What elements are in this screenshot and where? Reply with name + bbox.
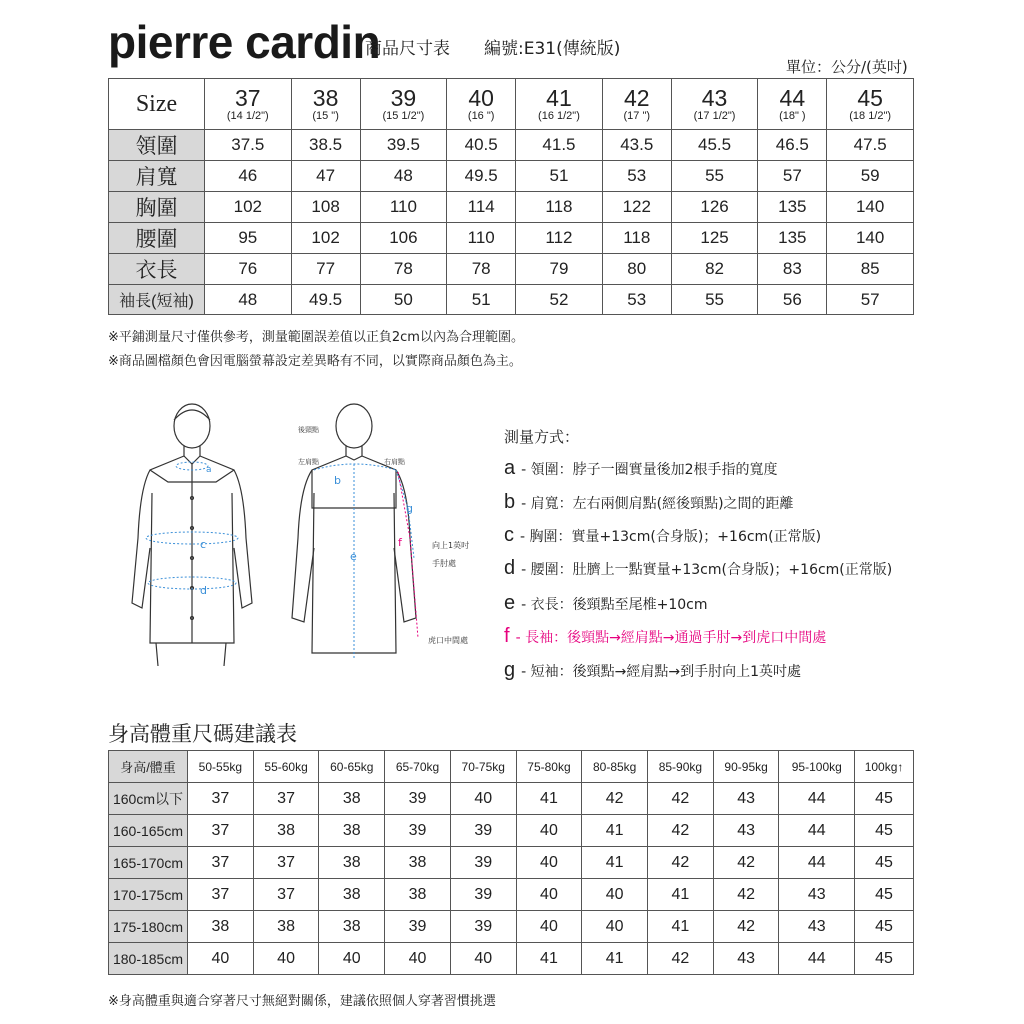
weight-header: 65-70kg <box>385 751 451 783</box>
table-cell: 50 <box>360 285 447 315</box>
table-cell: 42 <box>648 783 714 815</box>
table-cell: 102 <box>205 192 292 223</box>
table-cell: 53 <box>602 161 671 192</box>
table-cell: 40 <box>516 847 582 879</box>
size-number: 39 <box>390 85 417 111</box>
weight-header: 95-100kg <box>779 751 855 783</box>
brand-logo: pierre cardin <box>108 16 381 68</box>
height-label: 160cm以下 <box>109 783 188 815</box>
row-label: 肩寬 <box>109 161 205 192</box>
measure-item-f <box>504 625 827 647</box>
page-title: 商品尺寸表 <box>365 39 450 59</box>
label-d: d <box>200 584 207 597</box>
table-cell: 80 <box>602 254 671 285</box>
table-cell: 112 <box>516 223 603 254</box>
table-cell: 47 <box>291 161 360 192</box>
table-row <box>109 223 914 254</box>
table-cell: 40 <box>253 943 319 975</box>
size-header-45 <box>827 79 914 130</box>
table-cell: 40 <box>319 943 385 975</box>
table-cell: 49.5 <box>447 161 516 192</box>
size-header-43 <box>671 79 758 130</box>
measure-letter: f <box>504 625 510 647</box>
table-cell: 38 <box>319 783 385 815</box>
table-cell: 40 <box>516 815 582 847</box>
bw-header-row <box>109 751 914 783</box>
weight-header: 60-65kg <box>319 751 385 783</box>
table-cell: 41 <box>582 847 648 879</box>
size-inch: (16 ") <box>467 110 495 122</box>
measure-text: - 領圍：脖子一圈實量後加2根手指的寬度 <box>521 462 778 478</box>
table-cell: 41 <box>648 879 714 911</box>
table-cell: 140 <box>827 192 914 223</box>
measure-item-d <box>504 557 893 579</box>
table-cell: 47.5 <box>827 130 914 161</box>
table-row <box>109 815 914 847</box>
height-label: 170-175cm <box>109 879 188 911</box>
size-inch: (17 ") <box>623 110 651 122</box>
height-label: 175-180cm <box>109 911 188 943</box>
table-cell: 40 <box>450 943 516 975</box>
size-header-40 <box>447 79 516 130</box>
table-cell: 37 <box>253 783 319 815</box>
table-cell: 114 <box>447 192 516 223</box>
table-cell: 40 <box>450 783 516 815</box>
table-row <box>109 192 914 223</box>
table-cell: 102 <box>291 223 360 254</box>
label-g: g <box>406 502 413 515</box>
table-cell: 37 <box>188 783 254 815</box>
label-elbow: 手肘處 <box>432 559 456 568</box>
size-inch: (17 1/2") <box>693 110 736 122</box>
size-inch: (15 1/2") <box>382 110 425 122</box>
size-corner: Size <box>109 79 205 130</box>
product-code: 編號:E31(傳統版) <box>484 39 621 59</box>
table-cell: 37 <box>188 815 254 847</box>
size-number: 40 <box>468 85 494 111</box>
table-cell: 42 <box>713 911 779 943</box>
table-cell: 76 <box>205 254 292 285</box>
table-cell: 45 <box>855 879 914 911</box>
height-label: 180-185cm <box>109 943 188 975</box>
table-cell: 37 <box>253 847 319 879</box>
table-cell: 108 <box>291 192 360 223</box>
size-header-37 <box>205 79 292 130</box>
size-number: 41 <box>546 85 572 111</box>
measure-letter: a <box>504 457 516 479</box>
table-cell: 48 <box>205 285 292 315</box>
table-cell: 51 <box>516 161 603 192</box>
table-cell: 45 <box>855 783 914 815</box>
size-number: 43 <box>701 85 728 111</box>
table-cell: 40 <box>385 943 451 975</box>
weight-header: 75-80kg <box>516 751 582 783</box>
table-cell: 45 <box>855 847 914 879</box>
label-back-neck: 後頸點 <box>298 426 319 434</box>
table-cell: 42 <box>713 879 779 911</box>
table-cell: 38.5 <box>291 130 360 161</box>
table-cell: 53 <box>602 285 671 315</box>
table-cell: 77 <box>291 254 360 285</box>
table-cell: 43 <box>713 943 779 975</box>
table-cell: 43.5 <box>602 130 671 161</box>
row-label: 胸圍 <box>109 192 205 223</box>
table-cell: 55 <box>671 161 758 192</box>
measure-text: - 短袖：後頸點→經肩點→到手肘向上1英吋處 <box>521 664 801 680</box>
table-cell: 82 <box>671 254 758 285</box>
row-label: 袖長(短袖) <box>109 285 205 315</box>
table-cell: 38 <box>253 815 319 847</box>
table-cell: 42 <box>648 943 714 975</box>
table-cell: 40 <box>582 911 648 943</box>
table-cell: 78 <box>360 254 447 285</box>
table-cell: 42 <box>713 847 779 879</box>
unit-label: 單位：公分/(英吋) <box>786 58 908 76</box>
table-cell: 39 <box>450 847 516 879</box>
table-cell: 40 <box>516 911 582 943</box>
table-cell: 43 <box>713 783 779 815</box>
size-number: 37 <box>235 85 261 111</box>
table-cell: 78 <box>447 254 516 285</box>
table-cell: 38 <box>188 911 254 943</box>
table-cell: 42 <box>648 815 714 847</box>
label-e: e <box>350 550 357 563</box>
table-cell: 135 <box>758 192 827 223</box>
size-number: 38 <box>312 85 339 111</box>
measure-item-g <box>504 659 801 681</box>
table-cell: 118 <box>602 223 671 254</box>
table-cell: 38 <box>253 911 319 943</box>
table-cell: 39 <box>385 815 451 847</box>
table-row <box>109 254 914 285</box>
table-row <box>109 879 914 911</box>
table-cell: 44 <box>779 815 855 847</box>
label-b: b <box>334 474 341 487</box>
size-header-44 <box>758 79 827 130</box>
weight-header: 50-55kg <box>188 751 254 783</box>
label-c: c <box>200 538 207 551</box>
table-cell: 39 <box>450 815 516 847</box>
table-cell: 38 <box>319 815 385 847</box>
table-cell: 79 <box>516 254 603 285</box>
table-cell: 39.5 <box>360 130 447 161</box>
table-cell: 37 <box>188 847 254 879</box>
row-label: 衣長 <box>109 254 205 285</box>
note-measurement: ※平鋪測量尺寸僅供參考，測量範圍誤差值以正負2cm以內為合理範圍。 <box>108 330 524 345</box>
measure-text: - 肩寬：左右兩側肩點(經後頸點)之間的距離 <box>521 496 794 512</box>
measure-text: - 胸圍：實量+13cm(合身版)；+16cm(正常版) <box>520 529 822 545</box>
size-number: 45 <box>857 85 883 111</box>
table-row <box>109 285 914 315</box>
table-cell: 38 <box>319 847 385 879</box>
size-header-row <box>109 79 914 130</box>
table-cell: 46 <box>205 161 292 192</box>
bw-title: 身高體重尺碼建議表 <box>108 722 297 746</box>
table-cell: 140 <box>827 223 914 254</box>
table-cell: 37.5 <box>205 130 292 161</box>
table-cell: 45 <box>855 911 914 943</box>
table-cell: 40 <box>516 879 582 911</box>
table-cell: 37 <box>253 879 319 911</box>
weight-header: 85-90kg <box>648 751 714 783</box>
size-table <box>108 78 914 315</box>
bw-table <box>108 750 914 975</box>
table-cell: 45 <box>855 943 914 975</box>
label-right-shoulder: 右肩點 <box>384 458 405 466</box>
measurement-figure <box>128 398 498 670</box>
table-cell: 52 <box>516 285 603 315</box>
weight-header: 55-60kg <box>253 751 319 783</box>
table-cell: 49.5 <box>291 285 360 315</box>
size-header-42 <box>602 79 671 130</box>
measure-letter: c <box>504 524 514 546</box>
table-cell: 40 <box>188 943 254 975</box>
table-cell: 38 <box>319 879 385 911</box>
weight-header: 100kg↑ <box>855 751 914 783</box>
table-cell: 85 <box>827 254 914 285</box>
weight-header: 80-85kg <box>582 751 648 783</box>
table-row <box>109 130 914 161</box>
table-cell: 57 <box>758 161 827 192</box>
table-row <box>109 943 914 975</box>
measure-letter: b <box>504 491 516 513</box>
table-cell: 42 <box>648 847 714 879</box>
table-cell: 106 <box>360 223 447 254</box>
table-cell: 48 <box>360 161 447 192</box>
table-cell: 43 <box>713 815 779 847</box>
table-row <box>109 783 914 815</box>
table-cell: 41 <box>516 943 582 975</box>
table-cell: 46.5 <box>758 130 827 161</box>
height-label: 165-170cm <box>109 847 188 879</box>
table-cell: 39 <box>450 879 516 911</box>
label-a: a <box>206 465 212 475</box>
measure-item-c <box>504 524 822 546</box>
table-row <box>109 911 914 943</box>
table-cell: 40 <box>582 879 648 911</box>
table-row <box>109 847 914 879</box>
size-inch: (15 ") <box>312 110 339 122</box>
label-elbow-up: 向上1英吋 <box>432 541 470 550</box>
row-label: 領圍 <box>109 130 205 161</box>
weight-header: 90-95kg <box>713 751 779 783</box>
size-header-38 <box>291 79 360 130</box>
size-number: 44 <box>779 85 806 111</box>
table-cell: 38 <box>385 879 451 911</box>
size-number: 42 <box>623 85 650 111</box>
table-cell: 41 <box>516 783 582 815</box>
label-left-shoulder: 左肩點 <box>298 458 319 466</box>
bw-corner: 身高/體重 <box>109 751 188 783</box>
row-label: 腰圍 <box>109 223 205 254</box>
table-cell: 110 <box>360 192 447 223</box>
size-header-41 <box>516 79 603 130</box>
measure-item-e <box>504 592 708 614</box>
table-cell: 41 <box>582 943 648 975</box>
table-cell: 39 <box>385 911 451 943</box>
table-cell: 43 <box>779 911 855 943</box>
table-cell: 39 <box>385 783 451 815</box>
height-label: 160-165cm <box>109 815 188 847</box>
note-color: ※商品圖檔顏色會因電腦螢幕設定差異略有不同，以實際商品顏色為主。 <box>108 354 522 369</box>
table-cell: 40.5 <box>447 130 516 161</box>
table-cell: 41 <box>648 911 714 943</box>
size-inch: (16 1/2") <box>538 110 580 122</box>
measure-text: - 腰圍：肚臍上一點實量+13cm(合身版)；+16cm(正常版) <box>521 562 893 578</box>
table-cell: 39 <box>450 911 516 943</box>
table-cell: 122 <box>602 192 671 223</box>
table-cell: 44 <box>779 847 855 879</box>
table-row <box>109 161 914 192</box>
measure-text: - 衣長：後頸點至尾椎+10cm <box>521 597 708 613</box>
front-figure <box>132 404 252 666</box>
measure-title: 測量方式： <box>504 428 580 446</box>
weight-header: 70-75kg <box>450 751 516 783</box>
table-cell: 118 <box>516 192 603 223</box>
table-cell: 125 <box>671 223 758 254</box>
table-cell: 41.5 <box>516 130 603 161</box>
note-bw: ※身高體重與適合穿著尺寸無絕對關係，建議依照個人穿著習慣挑選 <box>108 994 496 1009</box>
table-cell: 43 <box>779 879 855 911</box>
table-cell: 41 <box>582 815 648 847</box>
table-cell: 38 <box>385 847 451 879</box>
table-cell: 57 <box>827 285 914 315</box>
table-cell: 44 <box>779 943 855 975</box>
measure-letter: e <box>504 592 516 614</box>
table-cell: 55 <box>671 285 758 315</box>
table-cell: 126 <box>671 192 758 223</box>
table-cell: 95 <box>205 223 292 254</box>
table-cell: 135 <box>758 223 827 254</box>
table-cell: 110 <box>447 223 516 254</box>
back-measure-lines <box>314 464 418 660</box>
size-header-39 <box>360 79 447 130</box>
table-cell: 37 <box>188 879 254 911</box>
table-cell: 83 <box>758 254 827 285</box>
table-cell: 45.5 <box>671 130 758 161</box>
table-cell: 59 <box>827 161 914 192</box>
measure-text: - 長袖：後頸點→經肩點→通過手肘→到虎口中間處 <box>515 630 827 646</box>
table-cell: 51 <box>447 285 516 315</box>
size-inch: (14 1/2") <box>226 110 269 122</box>
table-cell: 38 <box>319 911 385 943</box>
table-cell: 45 <box>855 815 914 847</box>
label-f: f <box>398 536 402 549</box>
measure-item-b <box>504 491 794 513</box>
measure-item-a <box>504 457 778 479</box>
table-cell: 44 <box>779 783 855 815</box>
table-cell: 56 <box>758 285 827 315</box>
measure-letter: d <box>504 557 516 579</box>
measure-letter: g <box>504 659 516 681</box>
table-cell: 42 <box>582 783 648 815</box>
size-inch: (18 1/2") <box>849 110 892 122</box>
size-inch: (18" ) <box>779 110 806 122</box>
label-cuff: 虎口中間處 <box>428 636 468 645</box>
